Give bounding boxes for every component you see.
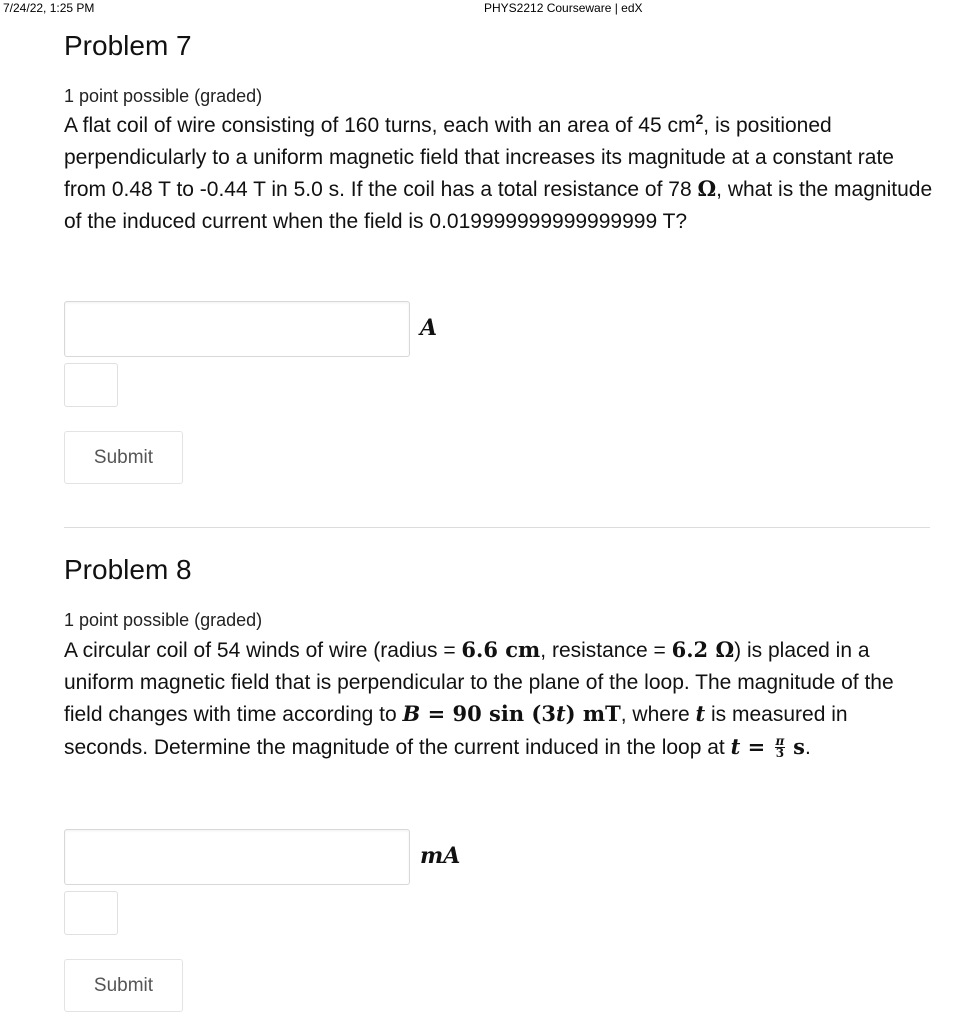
submit-button[interactable]: Submit bbox=[64, 431, 183, 484]
problem-7 bbox=[64, 28, 936, 468]
points-label: 1 point possible (graded) bbox=[64, 610, 263, 630]
section-divider bbox=[64, 527, 930, 528]
print-page-title: PHYS2212 Courseware | edX bbox=[484, 1, 643, 15]
fraction-pi-over-3: $\frac{\pi}{3}$ bbox=[775, 734, 785, 761]
question-text: A circular coil of 54 winds of wire (radius = 6.6 cm, resistance = 6.2 Ω) is placed in a uniform magnetic field that is perpendicular to the plane of the loop. The magnitude of the field changes with time according to B = 90 sin (3t) mT, where t is measured in seconds. Determine the magnitude of the current induced in the loop at t = $\frac{\pi}{3}$ s. bbox=[64, 637, 894, 761]
problem-title: Problem 7 bbox=[64, 30, 192, 61]
points-label: 1 point possible (graded) bbox=[64, 86, 263, 106]
problem-8 bbox=[64, 552, 936, 996]
answer-input[interactable] bbox=[64, 829, 410, 885]
answer-status-indicator bbox=[64, 363, 118, 407]
unit-label: A bbox=[420, 315, 438, 341]
unit-label: mA bbox=[420, 843, 461, 869]
question-text: A flat coil of wire consisting of 160 turns, each with an area of 45 $cm^2$, is positioned perpendicularly to a uniform magnetic field that increases its magnitude at a constant rate from 0.48 T to -0.44 T in 5.0 s. If the coil has a total resistance of 78 Ω, what is the magnitude of the induced current when the field is 0.019999999999999999 T? bbox=[64, 111, 933, 233]
answer-status-indicator bbox=[64, 891, 118, 935]
answer-input[interactable] bbox=[64, 301, 410, 357]
print-header bbox=[0, 0, 956, 16]
print-date: 7/24/22, 1:25 PM bbox=[3, 1, 95, 15]
problem-title: Problem 8 bbox=[64, 554, 192, 585]
submit-button[interactable]: Submit bbox=[64, 959, 183, 1012]
